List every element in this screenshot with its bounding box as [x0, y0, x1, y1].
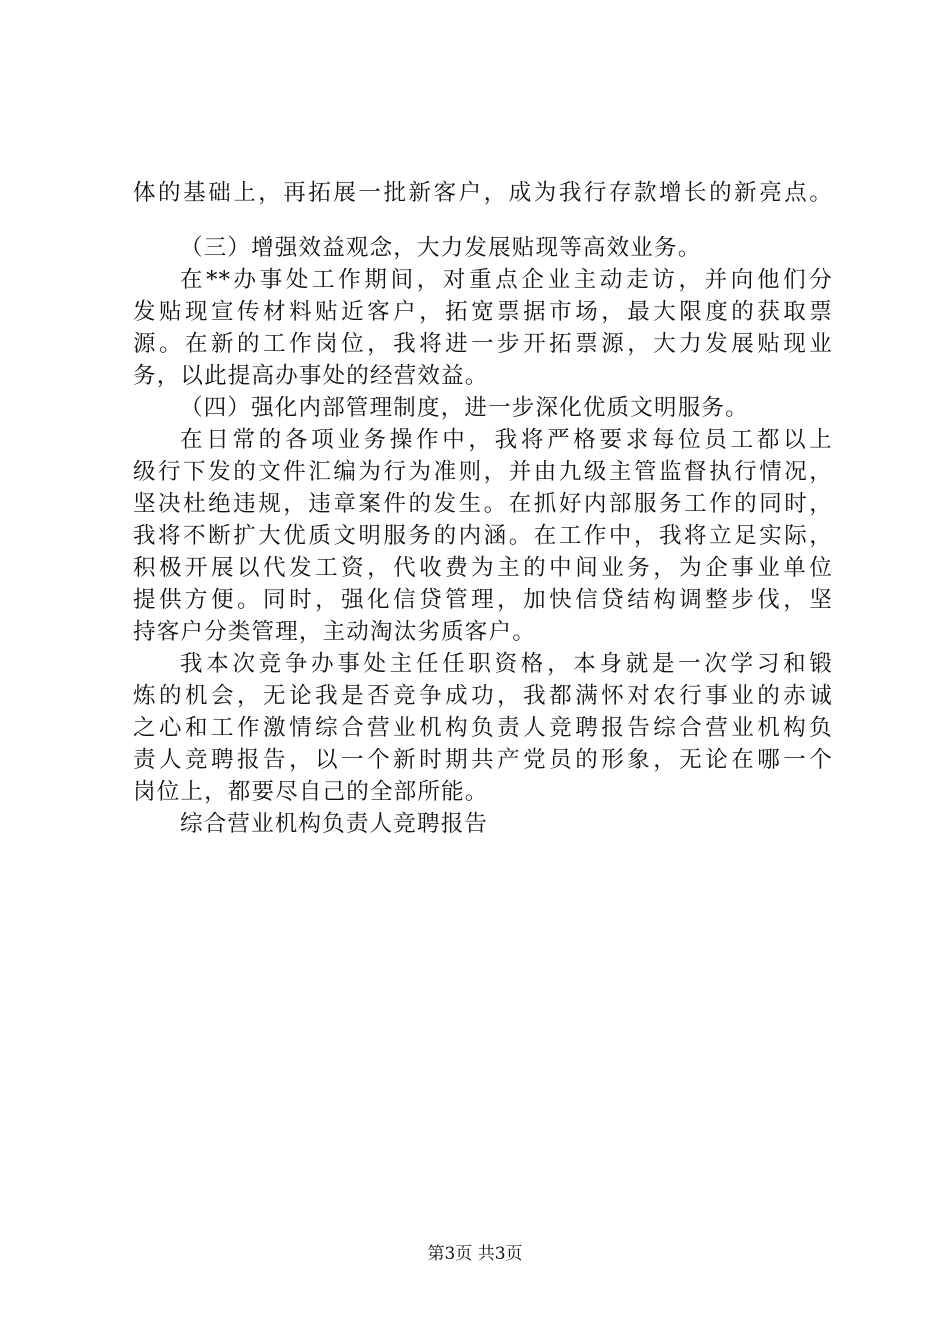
paragraph-line: 坚决杜绝违规，违章案件的发生。在抓好内部服务工作的同时，	[133, 491, 833, 517]
paragraph-line: 提供方便。同时，强化信贷管理，加快信贷结构调整步伐，坚	[133, 587, 833, 613]
closing-title-line: 综合营业机构负责人竞聘报告	[180, 811, 489, 837]
paragraph-line: 务，以此提高办事处的经营效益。	[133, 363, 489, 389]
paragraph-line: 责人竞聘报告，以一个新时期共产党员的形象，无论在哪一个	[133, 747, 833, 773]
paragraph-line: 我将不断扩大优质文明服务的内涵。在工作中，我将立足实际，	[133, 523, 833, 549]
paragraph-line: 我本次竞争办事处主任任职资格，本身就是一次学习和锻	[180, 651, 833, 677]
paragraph-line: 岗位上，都要尽自己的全部所能。	[133, 779, 489, 805]
page-number-footer: 第3页 共3页	[427, 1244, 523, 1264]
paragraph-line: 发贴现宣传材料贴近客户，拓宽票据市场，最大限度的获取票	[133, 299, 833, 325]
paragraph-line: 级行下发的文件汇编为行为准则，并由九级主管监督执行情况，	[133, 459, 833, 485]
paragraph-line: 源。在新的工作岗位，我将进一步开拓票源，大力发展贴现业	[133, 331, 833, 357]
paragraph-line: 积极开展以代发工资，代收费为主的中间业务，为企事业单位	[133, 555, 833, 581]
paragraph-line: 之心和工作激情综合营业机构负责人竞聘报告综合营业机构负	[133, 715, 833, 741]
paragraph-line: 体的基础上，再拓展一批新客户，成为我行存款增长的新亮点。	[133, 180, 833, 206]
paragraph-line: 在**办事处工作期间，对重点企业主动走访，并向他们分	[180, 267, 833, 293]
paragraph-line: 在日常的各项业务操作中，我将严格要求每位员工都以上	[180, 427, 833, 453]
section-heading: （四）强化内部管理制度，进一步深化优质文明服务。	[180, 395, 749, 421]
paragraph-line: 持客户分类管理，主动淘汰劣质客户。	[133, 619, 536, 645]
section-heading: （三）增强效益观念，大力发展贴现等高效业务。	[180, 235, 702, 261]
paragraph-line: 炼的机会，无论我是否竞争成功，我都满怀对农行事业的赤诚	[133, 683, 833, 709]
